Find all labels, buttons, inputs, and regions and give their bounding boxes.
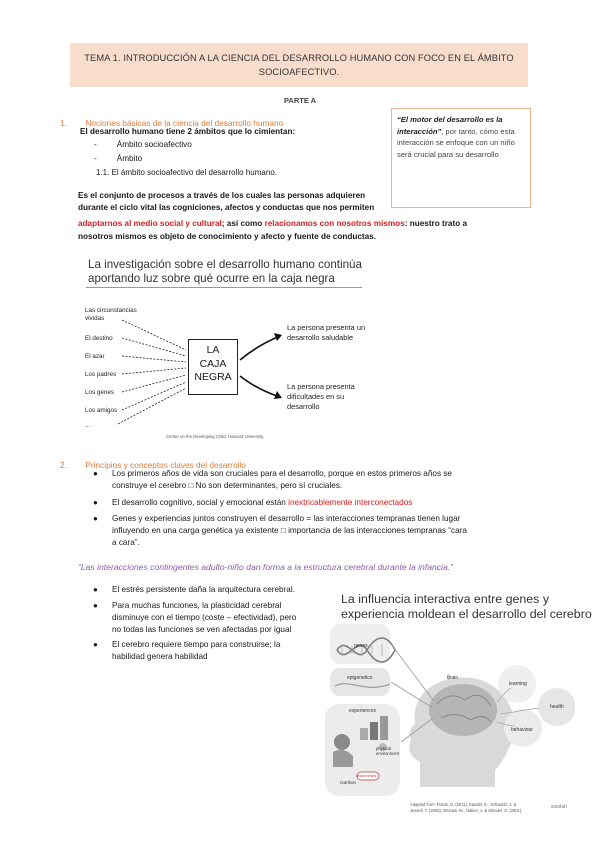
diagram-label: Los padres (85, 371, 117, 378)
definition-paragraph-cont: adaptarnos al medio social y cultural; así como relacionamos con nosotros mismos: nuestro trato a (78, 219, 468, 228)
outcome-healthy: La persona presenta un desarrollo saludable (287, 323, 366, 342)
title-line-2: SOCIOAFECTIVO. (258, 67, 340, 77)
label-behaviour: behaviour (511, 727, 533, 733)
diagram-label: Los genes (85, 389, 115, 396)
definition-paragraph: Es el conjunto de procesos a través de los cuales las personas adquieren durante el ciclo vital las cogniciones, afectos y conductas que nos permiten (78, 191, 375, 212)
concept-2: Para muchas funciones, la plasticidad cerebral disminuye con el tiempo (coste – efectividad), pero no todas las funciones se ven afectadas por igual (112, 601, 297, 634)
label-learning: learning (509, 681, 527, 687)
subheading: 1.1. El ámbito socioafectivo del desarrollo humano. (96, 168, 277, 177)
bullet-icon: ● (93, 469, 98, 478)
label-physical-environment: physical environment (376, 746, 400, 756)
bullet-icon: ● (93, 601, 98, 610)
label-epigenetics: epigenetics (347, 675, 373, 681)
diagram-2-credit: Adapted from: Fields, D. (2011); Kandel, E., Schwartz, J. & Jessell, T. (2000); McGaw, M., Nation, J. & Shinder, S. (2001). (410, 802, 523, 813)
diagram-credit: Center on the Developing Child, Harvard University (166, 434, 264, 439)
section-number: 1. (60, 118, 67, 128)
bullet-icon: ● (93, 514, 98, 523)
diagram-label: ... (85, 422, 91, 429)
diagram-2-title: La influencia interactiva entre genes y experiencia moldean el desarrollo del cerebro (341, 592, 592, 621)
italic-quote: “Las interacciones contingentes adulto-niño dan forma a la estructura cerebral durante la infancia.” (78, 562, 453, 572)
label-health: health (550, 704, 564, 710)
bullet-icon: ● (93, 585, 98, 594)
diagram-label: El azar (85, 353, 105, 360)
outcome-difficulties: La persona presenta dificultades en su desarrollo (287, 382, 355, 411)
principle-1: Los primeros años de vida son cruciales para el desarrollo, porque en estos primeros años se construye el cerebro □ No son determinantes, pero sí cruciales. (112, 469, 452, 490)
title-line-1: TEMA 1. INTRODUCCIÓN A LA CIENCIA DEL DESARROLLO HUMANO CON FOCO EN EL ÁMBITO (84, 53, 514, 63)
diagram-label: Los amigos (85, 407, 118, 414)
concept-3: El cerebro requiere tiempo para construirse; la habilidad genera habilidad (112, 640, 281, 661)
list-item: - Ámbito socioafectivo (94, 140, 192, 149)
watermark-mark: wuolah (551, 804, 567, 810)
section-2-heading: 2. Principios y conceptos claves del desarrollo (60, 460, 246, 470)
label-relationships: relationships (356, 774, 377, 778)
label-experiences: experiences (349, 708, 376, 714)
label-genes: genes (354, 643, 368, 649)
section-1-intro: El desarrollo humano tiene 2 ámbitos que lo cimientan: (80, 127, 296, 136)
diagram-label: El destino (85, 335, 113, 342)
definition-paragraph-end: nosotros mismos es objeto de conocimiento y afecto y fuente de conductas. (78, 232, 376, 241)
section-heading-text: Nociones básicas de la ciencia del desarrollo humano (85, 118, 284, 128)
bullet-icon: ● (93, 498, 98, 507)
principle-2: El desarrollo cognitivo, social y emocional están inextricablemente interconectados (112, 498, 413, 507)
diagram-1-title: La investigación sobre el desarrollo humano continúa aportando luz sobre qué ocurre en la caja negra (88, 258, 362, 285)
part-label: PARTE A (283, 96, 317, 105)
principle-3: Genes y experiencias juntos construyen el desarrollo = las interacciones tempranas tienen lugar influyendo en una carga genética ya existente □ importancia de las interacciones tempranas “cara a cara”. (112, 514, 467, 547)
label-brain: brain (447, 675, 459, 681)
concept-1: El estrés persistente daña la arquitectura cerebral. (112, 585, 295, 594)
list-item: - Ámbito (94, 154, 143, 163)
label-nutrition: nutrition (340, 780, 357, 785)
black-box: LA CAJA NEGRA (188, 339, 238, 395)
diagram-label: Las circunstancias vividas (85, 307, 137, 322)
quote-box-text: “El motor del desarrollo es la interacción”, por tanto, cómo esta interacción se enfoque con un niño será crucial para su desarrollo (397, 115, 515, 159)
bullet-icon: ● (93, 640, 98, 649)
